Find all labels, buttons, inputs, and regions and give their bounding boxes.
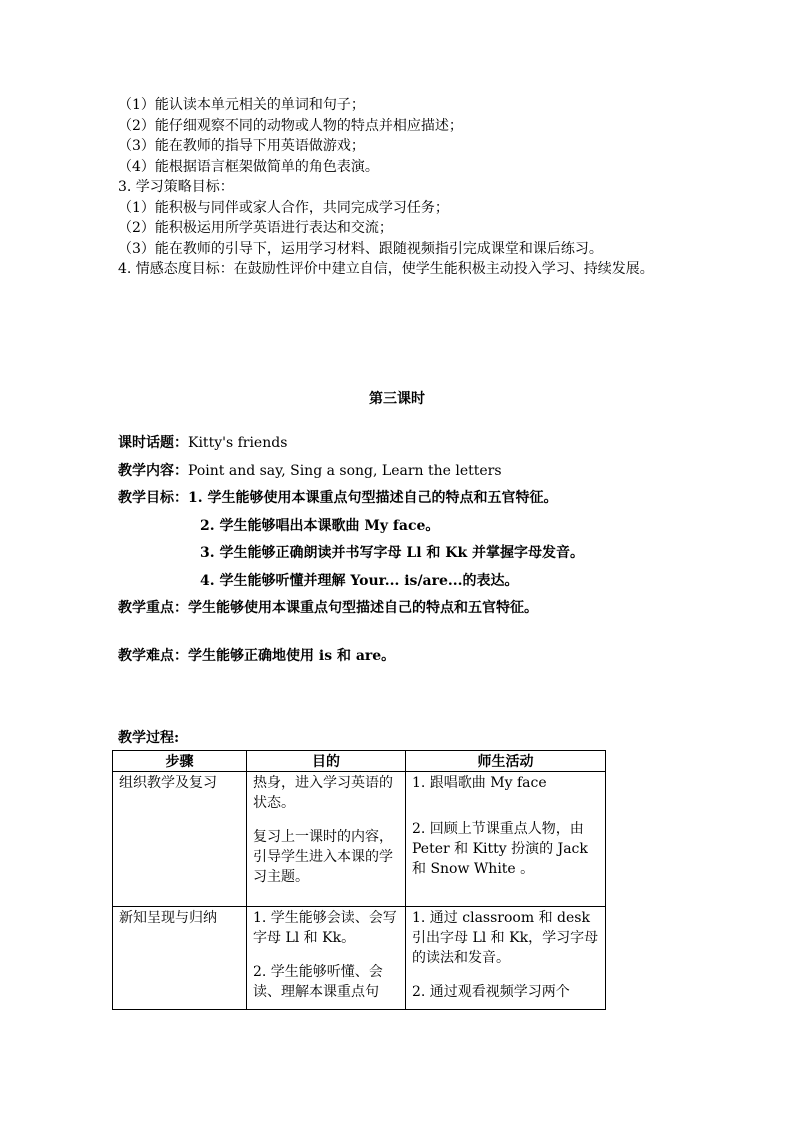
goals-label: 教学目标： <box>118 490 188 506</box>
purpose-text: 2. 学生能够听懂、会读、理解本课重点句 <box>253 964 383 1000</box>
goals-row <box>118 488 584 516</box>
goal-item: 3. 学生能够正确朗读并书写字母 Ll 和 Kk 并掌握字母发音。 <box>200 545 585 561</box>
objective-line: （3）能在教师的引导下，运用学习材料、跟随视频指引完成课堂和课后练习。 <box>118 240 603 257</box>
difficulty-row <box>118 646 584 674</box>
difficulty-value: 学生能够正确地使用 is 和 are。 <box>188 648 396 664</box>
activity-text: 1. 通过 classroom 和 desk 引出字母 Ll 和 Kk，学习字母的读法和发音。 <box>412 910 599 966</box>
key-point-value: 学生能够使用本课重点句型描述自己的特点和五官特征。 <box>188 600 538 616</box>
difficulty-label: 教学难点： <box>118 648 188 664</box>
objective-line: （3）能在教师的指导下用英语做游戏； <box>118 138 365 154</box>
topic-row <box>118 433 584 461</box>
purpose-text: 1. 学生能够会读、会写字母 Ll 和 Kk。 <box>253 910 397 946</box>
goal-item: 2. 学生能够唱出本课歌曲 My face。 <box>200 517 440 534</box>
key-point-row <box>118 598 584 646</box>
topic-value: Kitty's friends <box>188 435 288 451</box>
table-row <box>113 772 606 907</box>
activity-text: 2. 通过观看视频学习两个 <box>412 984 570 1000</box>
purpose-text: 复习上一课时的内容，引导学生进入本课的学习主题。 <box>253 829 393 885</box>
topic-label: 课时话题： <box>118 435 188 451</box>
activity-text: 2. 回顾上节课重点人物，由 Peter 和 Kitty 扮演的 Jack 和 Snow White 。 <box>412 821 588 877</box>
attitude-goal: 4. 情感态度目标：在鼓励性评价中建立自信，使学生能积极主动投入学习、持续发展。 <box>118 261 654 277</box>
table-header-row <box>113 751 606 772</box>
strategy-heading: 3. 学习策略目标： <box>118 179 234 195</box>
key-point-label: 教学重点： <box>118 600 188 616</box>
goal-item: 4. 学生能够听懂并理解 Your... is/are...的表达。 <box>200 572 519 589</box>
goal-item: 1. 学生能够使用本课重点句型描述自己的特点和五官特征。 <box>188 490 558 506</box>
purpose-text: 热身，进入学习英语的状态。 <box>253 775 393 811</box>
step-cell: 组织教学及复习 <box>113 772 247 907</box>
lesson-title: 第三课时 <box>369 391 425 407</box>
header-activity: 师生活动 <box>406 751 606 772</box>
purpose-cell <box>247 772 406 907</box>
purpose-cell <box>247 907 406 1010</box>
content-row <box>118 461 584 489</box>
objective-line: （4）能根据语言框架做简单的角色表演。 <box>118 158 379 175</box>
objective-line: （1）能积极与同伴或家人合作，共同完成学习任务； <box>118 199 449 216</box>
process-table <box>112 750 606 1010</box>
content-value: Point and say, Sing a song, Learn the letters <box>188 462 502 479</box>
objective-line: （1）能认读本单元相关的单词和句子； <box>118 97 365 113</box>
activity-cell <box>406 772 606 907</box>
step-cell: 新知呈现与归纳 <box>113 907 247 1010</box>
lesson-info <box>118 433 584 674</box>
objective-line: （2）能仔细观察不同的动物或人物的特点并相应描述； <box>118 117 463 134</box>
content-label: 教学内容： <box>118 462 188 479</box>
process-label: 教学过程: <box>118 730 180 746</box>
table-row <box>113 907 606 1010</box>
header-step: 步骤 <box>113 751 247 772</box>
header-purpose: 目的 <box>247 751 406 772</box>
activity-cell <box>406 907 606 1010</box>
objective-line: （2）能积极运用所学英语进行表达和交流； <box>118 220 393 236</box>
objectives-top <box>118 95 683 280</box>
activity-text: 1. 跟唱歌曲 My face <box>412 775 547 791</box>
